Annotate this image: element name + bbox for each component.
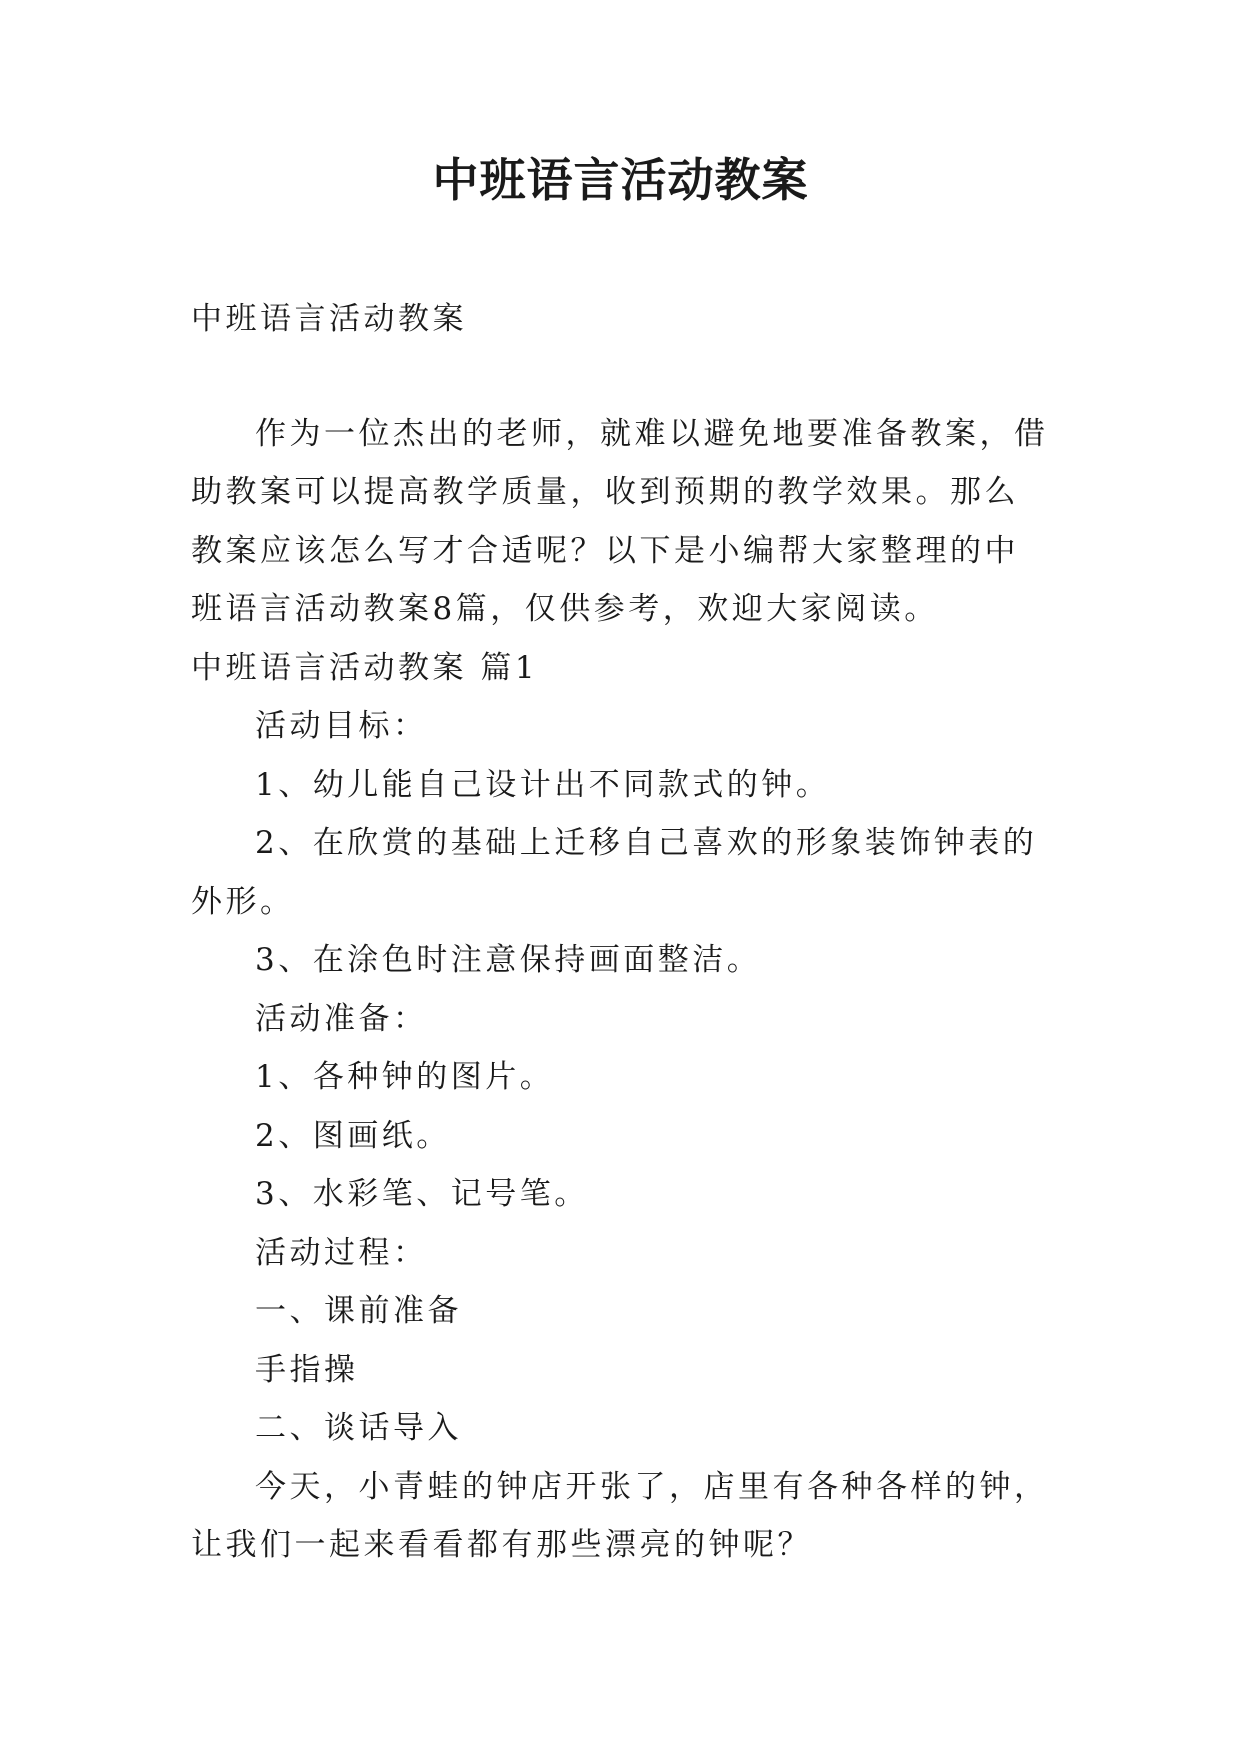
section-heading: 中班语言活动教案 篇1 [191, 649, 539, 686]
paragraph-goal-2: 2、在欣赏的基础上迁移自己喜欢的形象装饰钟表的外形。 [191, 825, 1038, 920]
paragraph-process-heading: 活动过程： [255, 1234, 428, 1271]
paragraph-goal-1: 1、幼儿能自己设计出不同款式的钟。 [255, 766, 831, 803]
paragraph-step-2: 二、谈话导入 [255, 1410, 462, 1446]
paragraph-prep-1: 1、各种钟的图片。 [255, 1059, 555, 1095]
paragraph-finger-exercise: 手指操 [255, 1351, 359, 1388]
paragraph-goals-heading: 活动目标： [255, 708, 428, 744]
document-body [191, 290, 1053, 1575]
paragraph-prep-2: 2、图画纸。 [255, 1117, 451, 1154]
paragraph-goal-3: 3、在涂色时注意保持画面整洁。 [255, 942, 762, 978]
intro-paragraph: 作为一位杰出的老师，就难以避免地要准备教案，借助教案可以提高教学质量，收到预期的教学效果。那么教案应该怎么写才合适呢？以下是小编帮大家整理的中班语言活动教案8篇，仅供参考，欢迎大家阅读。 [191, 415, 1049, 627]
document-title: 中班语言活动教案 [432, 153, 809, 207]
paragraph-prep-3: 3、水彩笔、记号笔。 [255, 1176, 589, 1212]
paragraph-prep-heading: 活动准备： [255, 1000, 428, 1037]
paragraph-step-1: 一、课前准备 [255, 1293, 462, 1329]
paragraph-story: 今天，小青蛙的钟店开张了，店里有各种各样的钟，让我们一起来看看都有那些漂亮的钟呢？ [191, 1468, 1049, 1563]
document-subtitle: 中班语言活动教案 [191, 301, 467, 337]
